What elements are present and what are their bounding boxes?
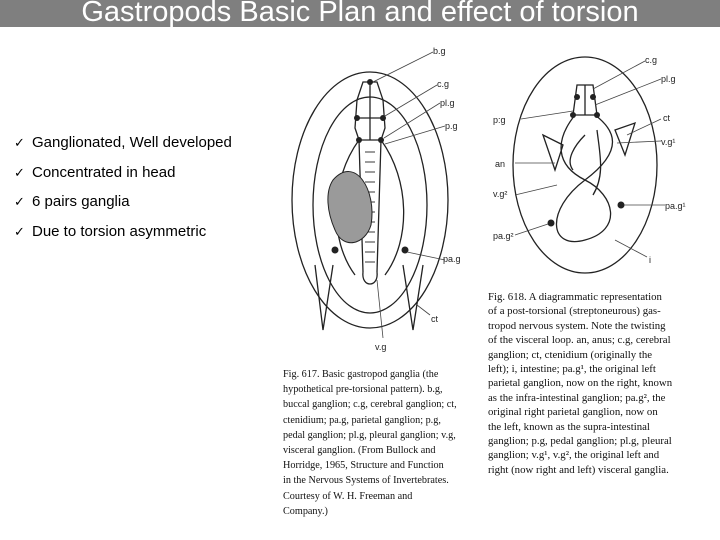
label-cg: c.g (437, 79, 450, 89)
bullet-item (14, 217, 232, 247)
title-bar (0, 0, 720, 27)
caption-line: Fig. 617. Basic gastropod ganglia (the (283, 369, 439, 380)
caption-line: the left, known as the supra-intestinal (488, 420, 650, 433)
checkmark-icon: ✓ (14, 165, 25, 181)
bullet-text: Ganglionated, Well developed (32, 134, 232, 151)
caption-line: original right parietal ganglion, now on (488, 406, 658, 419)
label-ct: ct (431, 314, 439, 324)
label-ct: ct (663, 113, 671, 123)
label-cg: c.g (645, 55, 658, 65)
checkmark-icon: ✓ (14, 195, 25, 210)
checkmark-icon: ✓ (14, 136, 25, 151)
label-plg: pl.g (440, 98, 455, 108)
label-vg: v.g (375, 342, 387, 352)
label-vg1: v.g¹ (661, 137, 676, 147)
bullet-text: Due to torsion asymmetric (32, 222, 207, 240)
bullet-text: Concentrated in head (32, 163, 176, 181)
caption-line: of the visceral loop. an, anus; c.g, cerebral (488, 334, 671, 347)
caption-line: ganglion; ct, ctenidium (originally the (488, 348, 653, 361)
ctenidium (615, 123, 635, 155)
label-pag1: pa.g¹ (665, 201, 686, 211)
caption-line: ganglion; v.g¹, v.g², the original left and (488, 449, 660, 462)
caption-line: Horridge, 1965, Structure and Function (283, 460, 444, 472)
caption-line: Company.) (283, 505, 328, 517)
slide-title: Gastropods Basic Plan and effect of torsion (81, 0, 639, 28)
caption-line: Courtesy of W. H. Freeman and (283, 490, 413, 502)
label-bg: b.g (433, 46, 446, 56)
ctenidium-left (315, 265, 333, 330)
caption-line: buccal ganglion; c.g, cerebral ganglion; ct, (283, 399, 457, 411)
caption-line: visceral ganglion. (From Bullock and (283, 445, 436, 457)
caption-line: tropod nervous system. Note the twisting (488, 319, 666, 332)
bullet-list (14, 128, 232, 246)
caption-line: right (now right and left) visceral ganglia. (488, 463, 669, 476)
label-vg2: v.g² (493, 189, 508, 199)
bullet-item (14, 158, 232, 188)
caption-line: hypothetical pre-torsional pattern). b.g, (283, 384, 443, 396)
caption-line: left); i, intestine; pa.g¹, the original left (488, 363, 656, 376)
figure-617-caption (283, 367, 475, 519)
bullet-item (14, 187, 232, 217)
label-an: an (495, 159, 506, 169)
checkmark-icon: ✓ (14, 224, 25, 240)
caption-line: ctenidium; pa.g, parietal ganglion; p.g, (283, 414, 441, 426)
figure-618-diagram (485, 45, 707, 285)
label-plg: pl.g (661, 74, 676, 84)
label-pg: p:g (493, 115, 506, 125)
bullet-item (14, 128, 232, 158)
caption-line: Fig. 618. A diagrammatic representation (488, 291, 662, 303)
caption-line: in the Nervous Systems of Invertebrates. (283, 475, 449, 487)
figure-617-diagram (285, 40, 485, 365)
caption-line: ganglion; p.g, pedal ganglion; pl.g, pleural (488, 435, 672, 448)
figure-618-caption (488, 290, 693, 477)
label-pg: p.g (445, 121, 458, 131)
caption-line: pedal ganglion; pl.g, pleural ganglion; v.g, (283, 429, 456, 441)
visceral-loop (556, 115, 612, 242)
caption-line: parietal ganglion, now on the right, known (488, 377, 673, 390)
caption-line: as the infra-intestinal ganglion; pa.g², the (488, 391, 666, 404)
label-i: i (649, 255, 651, 265)
label-pag: pa.g (443, 254, 461, 264)
label-pag2: pa.g² (493, 231, 514, 241)
bullet-text: 6 pairs ganglia (32, 193, 130, 210)
caption-line: of a post-torsional (streptoneurous) gas- (488, 305, 661, 318)
